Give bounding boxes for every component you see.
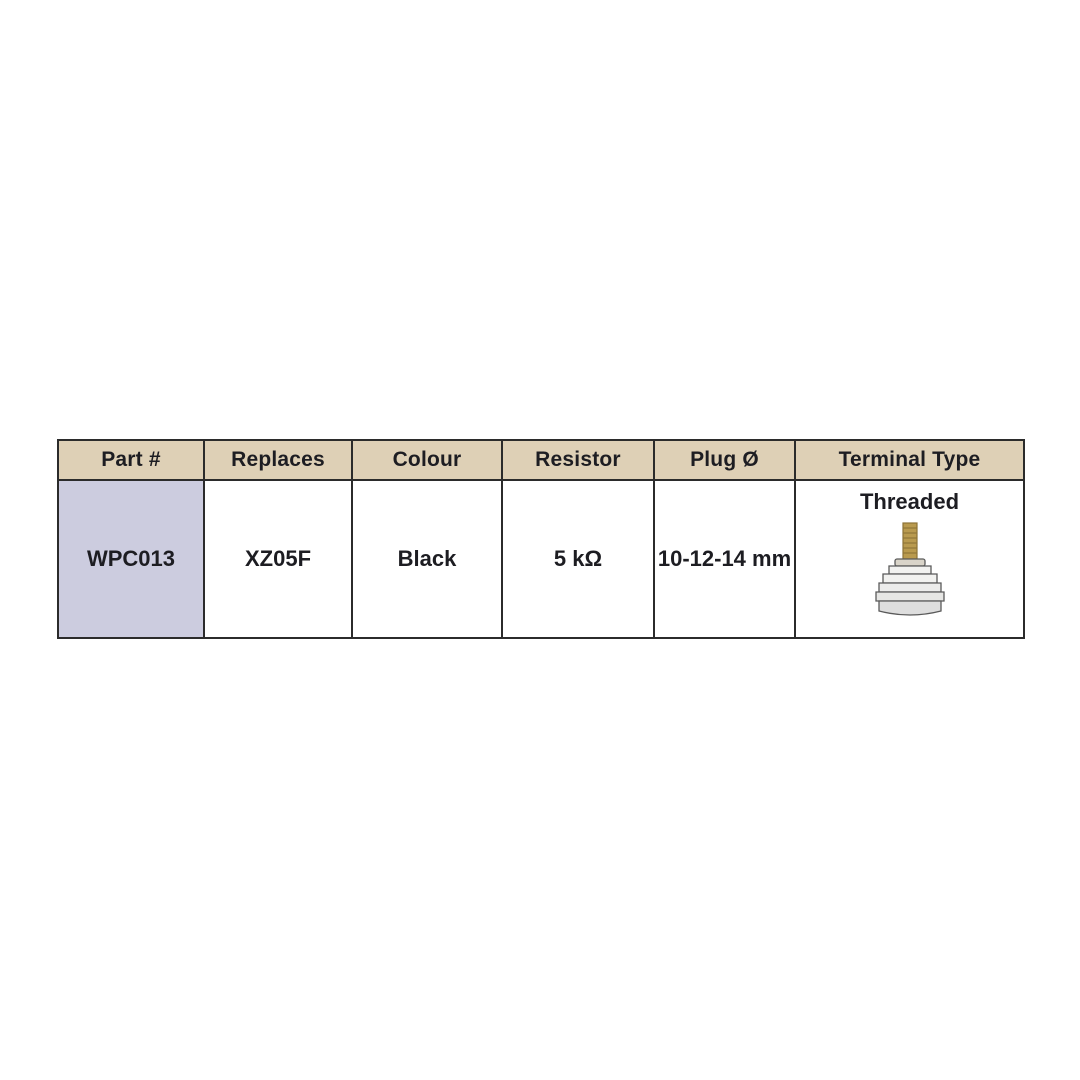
column-header-resistor: Resistor [502, 440, 654, 480]
terminal-type-label: Threaded [859, 489, 960, 514]
terminal-type-content [796, 481, 1023, 637]
column-header-terminal-type: Terminal Type [795, 440, 1024, 480]
cell-resistor: 5 kΩ [502, 480, 654, 638]
column-header-replaces: Replaces [204, 440, 352, 480]
spark-plug-boot-threaded-icon [867, 517, 953, 621]
cell-colour: Black [352, 480, 502, 638]
cell-plug-diameter: 10-12-14 mm [654, 480, 795, 638]
part-specification-table [57, 439, 1025, 639]
cell-replaces: XZ05F [204, 480, 352, 638]
table-body [58, 480, 1024, 638]
table-header-row [58, 440, 1024, 480]
table-header [58, 440, 1024, 480]
table-row [58, 480, 1024, 638]
column-header-colour: Colour [352, 440, 502, 480]
cell-part-number: WPC013 [58, 480, 204, 638]
column-header-plug-diameter: Plug Ø [654, 440, 795, 480]
cell-terminal-type [795, 480, 1024, 638]
column-header-part: Part # [58, 440, 204, 480]
